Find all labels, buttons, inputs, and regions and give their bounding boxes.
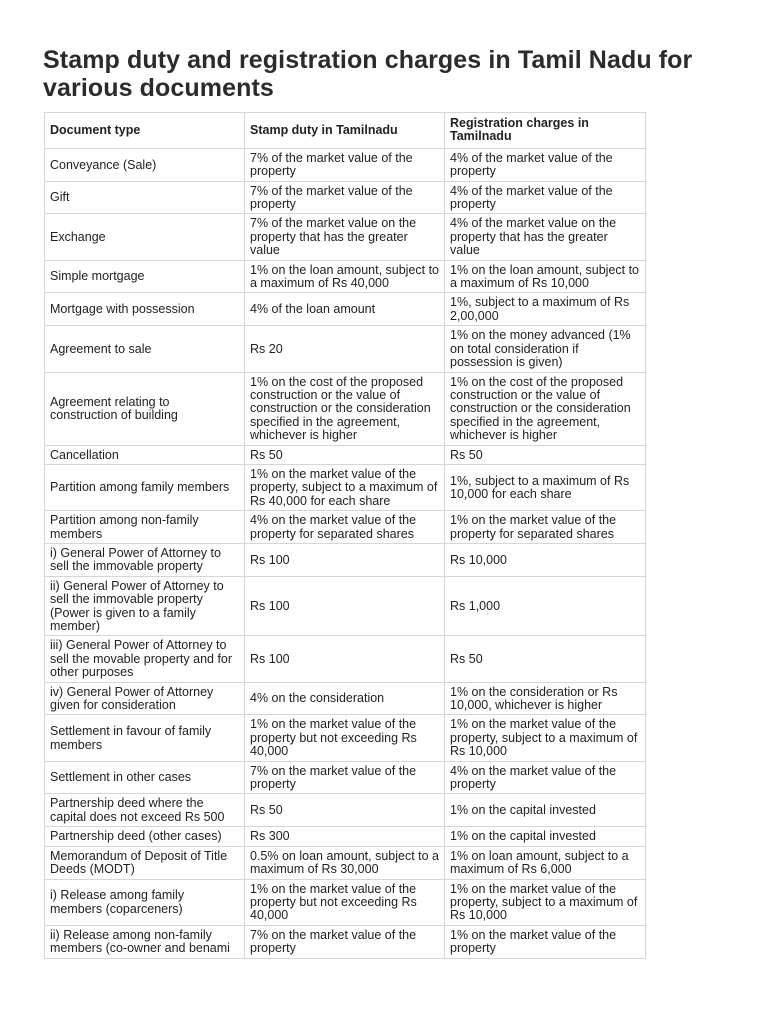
cell-document-type: iii) General Power of Attorney to sell the movable property and for other purposes	[45, 636, 245, 682]
table-header-row	[45, 113, 646, 149]
cell-document-type: iv) General Power of Attorney given for consideration	[45, 682, 245, 715]
cell-stamp-duty: 1% on the market value of the property, subject to a maximum of Rs 40,000 for each share	[245, 464, 445, 510]
cell-stamp-duty: 7% of the market value on the property that has the greater value	[245, 214, 445, 260]
cell-document-type: Gift	[45, 181, 245, 214]
cell-document-type: i) Release among family members (coparceners)	[45, 879, 245, 925]
cell-stamp-duty: Rs 300	[245, 827, 445, 846]
cell-stamp-duty: 4% on the market value of the property for separated shares	[245, 511, 445, 544]
cell-document-type: i) General Power of Attorney to sell the immovable property	[45, 543, 245, 576]
table-row	[45, 761, 646, 794]
cell-registration-charges: 1% on the consideration or Rs 10,000, whichever is higher	[445, 682, 646, 715]
cell-stamp-duty: 4% of the loan amount	[245, 293, 445, 326]
cell-stamp-duty: 7% on the market value of the property	[245, 925, 445, 958]
cell-document-type: Settlement in other cases	[45, 761, 245, 794]
table-row	[45, 879, 646, 925]
cell-document-type: ii) Release among non-family members (co-owner and benami	[45, 925, 245, 958]
header-stamp-duty: Stamp duty in Tamilnadu	[245, 113, 445, 149]
cell-document-type: Settlement in favour of family members	[45, 715, 245, 761]
cell-document-type: Mortgage with possession	[45, 293, 245, 326]
cell-document-type: Partition among non-family members	[45, 511, 245, 544]
table-row	[45, 445, 646, 464]
cell-registration-charges: 1%, subject to a maximum of Rs 2,00,000	[445, 293, 646, 326]
cell-stamp-duty: Rs 20	[245, 326, 445, 372]
cell-stamp-duty: 1% on the cost of the proposed construction or the value of construction or the consideration specified in the agreement, whichever is higher	[245, 372, 445, 445]
cell-registration-charges: 1% on the capital invested	[445, 827, 646, 846]
cell-registration-charges: Rs 1,000	[445, 576, 646, 636]
cell-stamp-duty: 7% of the market value of the property	[245, 181, 445, 214]
cell-document-type: Partnership deed (other cases)	[45, 827, 245, 846]
cell-stamp-duty: 7% of the market value of the property	[245, 148, 445, 181]
table-row	[45, 827, 646, 846]
cell-document-type: Exchange	[45, 214, 245, 260]
table-row	[45, 148, 646, 181]
cell-registration-charges: 1% on the cost of the proposed construction or the value of construction or the consideration specified in the agreement, whichever is higher	[445, 372, 646, 445]
table-row	[45, 543, 646, 576]
table-body	[45, 148, 646, 958]
table-row	[45, 846, 646, 879]
cell-registration-charges: 1% on the money advanced (1% on total consideration if possession is given)	[445, 326, 646, 372]
cell-registration-charges: Rs 10,000	[445, 543, 646, 576]
table-row	[45, 372, 646, 445]
cell-registration-charges: Rs 50	[445, 445, 646, 464]
table-row	[45, 214, 646, 260]
header-registration-charges: Registration charges in Tamilnadu	[445, 113, 646, 149]
cell-stamp-duty: Rs 100	[245, 576, 445, 636]
table-row	[45, 464, 646, 510]
table-row	[45, 636, 646, 682]
cell-stamp-duty: 1% on the loan amount, subject to a maximum of Rs 40,000	[245, 260, 445, 293]
stamp-duty-table	[44, 112, 646, 959]
cell-registration-charges: 1% on the market value of the property, subject to a maximum of Rs 10,000	[445, 879, 646, 925]
cell-stamp-duty: 1% on the market value of the property but not exceeding Rs 40,000	[245, 715, 445, 761]
table-row	[45, 260, 646, 293]
cell-registration-charges: 4% of the market value of the property	[445, 181, 646, 214]
cell-registration-charges: Rs 50	[445, 636, 646, 682]
cell-stamp-duty: Rs 50	[245, 794, 445, 827]
cell-document-type: Cancellation	[45, 445, 245, 464]
cell-stamp-duty: Rs 50	[245, 445, 445, 464]
table-row	[45, 511, 646, 544]
table-header	[45, 113, 646, 149]
cell-document-type: Partition among family members	[45, 464, 245, 510]
cell-registration-charges: 4% on the market value of the property	[445, 761, 646, 794]
table-row	[45, 326, 646, 372]
cell-stamp-duty: 1% on the market value of the property but not exceeding Rs 40,000	[245, 879, 445, 925]
cell-registration-charges: 1% on the capital invested	[445, 794, 646, 827]
cell-document-type: Agreement to sale	[45, 326, 245, 372]
cell-stamp-duty: Rs 100	[245, 543, 445, 576]
cell-document-type: Agreement relating to construction of building	[45, 372, 245, 445]
cell-registration-charges: 1% on the market value of the property for separated shares	[445, 511, 646, 544]
table-row	[45, 715, 646, 761]
table-row	[45, 925, 646, 958]
cell-registration-charges: 4% of the market value of the property	[445, 148, 646, 181]
cell-document-type: Conveyance (Sale)	[45, 148, 245, 181]
table-row	[45, 682, 646, 715]
header-document-type: Document type	[45, 113, 245, 149]
cell-stamp-duty: Rs 100	[245, 636, 445, 682]
cell-registration-charges: 1% on the loan amount, subject to a maximum of Rs 10,000	[445, 260, 646, 293]
cell-document-type: Partnership deed where the capital does not exceed Rs 500	[45, 794, 245, 827]
cell-registration-charges: 1% on the market value of the property	[445, 925, 646, 958]
table-row	[45, 293, 646, 326]
cell-registration-charges: 1% on the market value of the property, subject to a maximum of Rs 10,000	[445, 715, 646, 761]
cell-stamp-duty: 7% on the market value of the property	[245, 761, 445, 794]
cell-document-type: Simple mortgage	[45, 260, 245, 293]
cell-document-type: Memorandum of Deposit of Title Deeds (MODT)	[45, 846, 245, 879]
table-row	[45, 576, 646, 636]
cell-registration-charges: 1% on loan amount, subject to a maximum of Rs 6,000	[445, 846, 646, 879]
cell-registration-charges: 4% of the market value on the property that has the greater value	[445, 214, 646, 260]
page-title: Stamp duty and registration charges in Tamil Nadu for various documents	[43, 46, 693, 102]
table-row	[45, 181, 646, 214]
cell-stamp-duty: 0.5% on loan amount, subject to a maximum of Rs 30,000	[245, 846, 445, 879]
table-row	[45, 794, 646, 827]
cell-document-type: ii) General Power of Attorney to sell the immovable property (Power is given to a family member)	[45, 576, 245, 636]
cell-stamp-duty: 4% on the consideration	[245, 682, 445, 715]
cell-registration-charges: 1%, subject to a maximum of Rs 10,000 for each share	[445, 464, 646, 510]
